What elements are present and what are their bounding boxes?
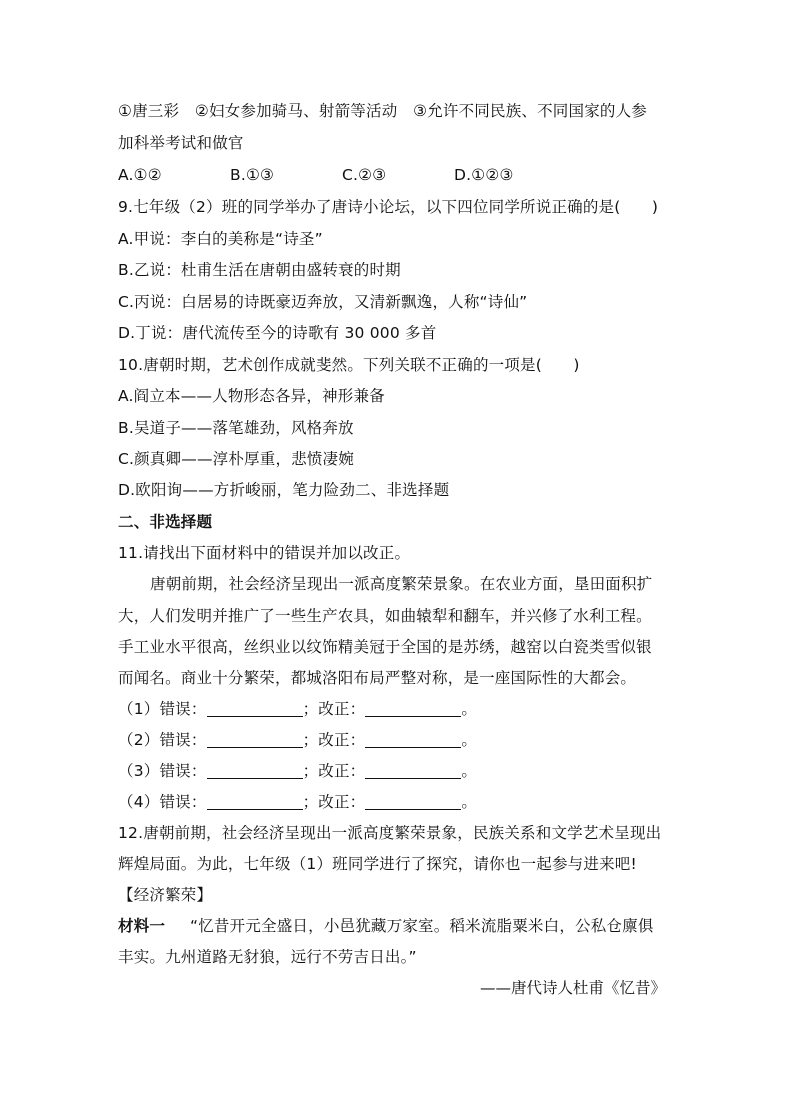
error-blank[interactable] xyxy=(207,731,303,748)
answer-row-mid: ；改正： xyxy=(302,731,366,749)
q9-stem: 9.七年级（2）班的同学举办了唐诗小论坛，以下四位同学所说正确的是( ) xyxy=(118,198,659,216)
q8-option-c: C.②③ xyxy=(342,166,387,184)
correction-blank[interactable] xyxy=(365,793,461,810)
q10-option-b: B.吴道子——落笔雄劲，风格奔放 xyxy=(118,419,354,437)
error-blank[interactable] xyxy=(207,793,303,810)
answer-row-end: 。 xyxy=(461,700,478,718)
q8-line1: ①唐三彩 ②妇女参加骑马、射箭等活动 ③允许不同民族、不同国家的人参 xyxy=(118,102,647,120)
answer-row-label: （4）错误： xyxy=(118,793,207,811)
q11-para-line2: 大，人们发明并推广了一些生产农具，如曲辕犁和翻车，并兴修了水利工程。 xyxy=(118,607,652,625)
material-label: 材料一 xyxy=(118,917,166,935)
section-heading: 二、非选择题 xyxy=(118,513,213,531)
q10-stem: 10.唐朝时期，艺术创作成就斐然。下列关联不正确的一项是( ) xyxy=(118,356,580,374)
q11-para-line1: 唐朝前期，社会经济呈现出一派高度繁荣景象。在农业方面，垦田面积扩 xyxy=(150,575,653,593)
q10-option-a: A.阎立本——人物形态各异，神形兼备 xyxy=(118,387,385,405)
q12-material-line1 xyxy=(118,915,654,937)
q8-option-a: A.①② xyxy=(118,166,162,184)
answer-row-mid: ；改正： xyxy=(302,700,366,718)
material-source: ——唐代诗人杜甫《忆昔》 xyxy=(479,979,666,997)
q8-option-d: D.①②③ xyxy=(454,166,514,184)
q11-para-line4: 而闻名。商业十分繁荣，都城洛阳布局严整对称，是一座国际性的大都会。 xyxy=(118,669,637,687)
q11-answer-row-4 xyxy=(118,791,477,813)
q12-line1: 12.唐朝前期，社会经济呈现出一派高度繁荣景象，民族关系和文学艺术呈现出 xyxy=(118,824,662,842)
q10-option-d: D.欧阳询——方折峻丽，笔力险劲二、非选择题 xyxy=(118,481,450,499)
answer-row-mid: ；改正： xyxy=(302,793,366,811)
correction-blank[interactable] xyxy=(365,731,461,748)
q11-answer-row-1 xyxy=(118,698,477,720)
q11-answer-row-2 xyxy=(118,729,477,751)
q9-option-b: B.乙说：杜甫生活在唐朝由盛转衰的时期 xyxy=(118,261,401,279)
q8-options xyxy=(118,164,514,186)
material-text: “忆昔开元全盛日，小邑犹藏万家室。稻米流脂粟米白，公私仓廪俱 xyxy=(190,917,654,935)
q12-material-line2: 丰实。九州道路无豺狼，远行不劳吉日出。” xyxy=(118,948,417,966)
answer-row-end: 。 xyxy=(461,731,478,749)
q8-line2: 加科举考试和做官 xyxy=(118,134,244,152)
q12-subhead: 【经济繁荣】 xyxy=(118,886,213,904)
error-blank[interactable] xyxy=(207,762,303,779)
q11-stem: 11.请找出下面材料中的错误并加以改正。 xyxy=(118,544,411,562)
answer-row-mid: ；改正： xyxy=(302,762,366,780)
q8-option-b: B.①③ xyxy=(230,166,275,184)
error-blank[interactable] xyxy=(207,700,303,717)
answer-row-end: 。 xyxy=(461,793,478,811)
correction-blank[interactable] xyxy=(365,700,461,717)
answer-row-label: （1）错误： xyxy=(118,700,207,718)
answer-row-label: （2）错误： xyxy=(118,731,207,749)
q11-answer-row-3 xyxy=(118,760,477,782)
q9-option-c: C.丙说：白居易的诗既豪迈奔放，又清新飘逸，人称“诗仙” xyxy=(118,293,528,311)
q9-option-d: D.丁说：唐代流传至今的诗歌有 30 000 多首 xyxy=(118,324,437,342)
answer-row-end: 。 xyxy=(461,762,478,780)
q10-option-c: C.颜真卿——淳朴厚重，悲愤凄婉 xyxy=(118,450,354,468)
q12-line2: 辉煌局面。为此，七年级（1）班同学进行了探究，请你也一起参与进来吧! xyxy=(118,855,637,873)
answer-row-label: （3）错误： xyxy=(118,762,207,780)
q11-para-line3: 手工业水平很高，丝织业以纹饰精美冠于全国的是苏绣，越窑以白瓷类雪似银 xyxy=(118,638,652,656)
q9-option-a: A.甲说：李白的美称是“诗圣” xyxy=(118,230,323,248)
correction-blank[interactable] xyxy=(365,762,461,779)
